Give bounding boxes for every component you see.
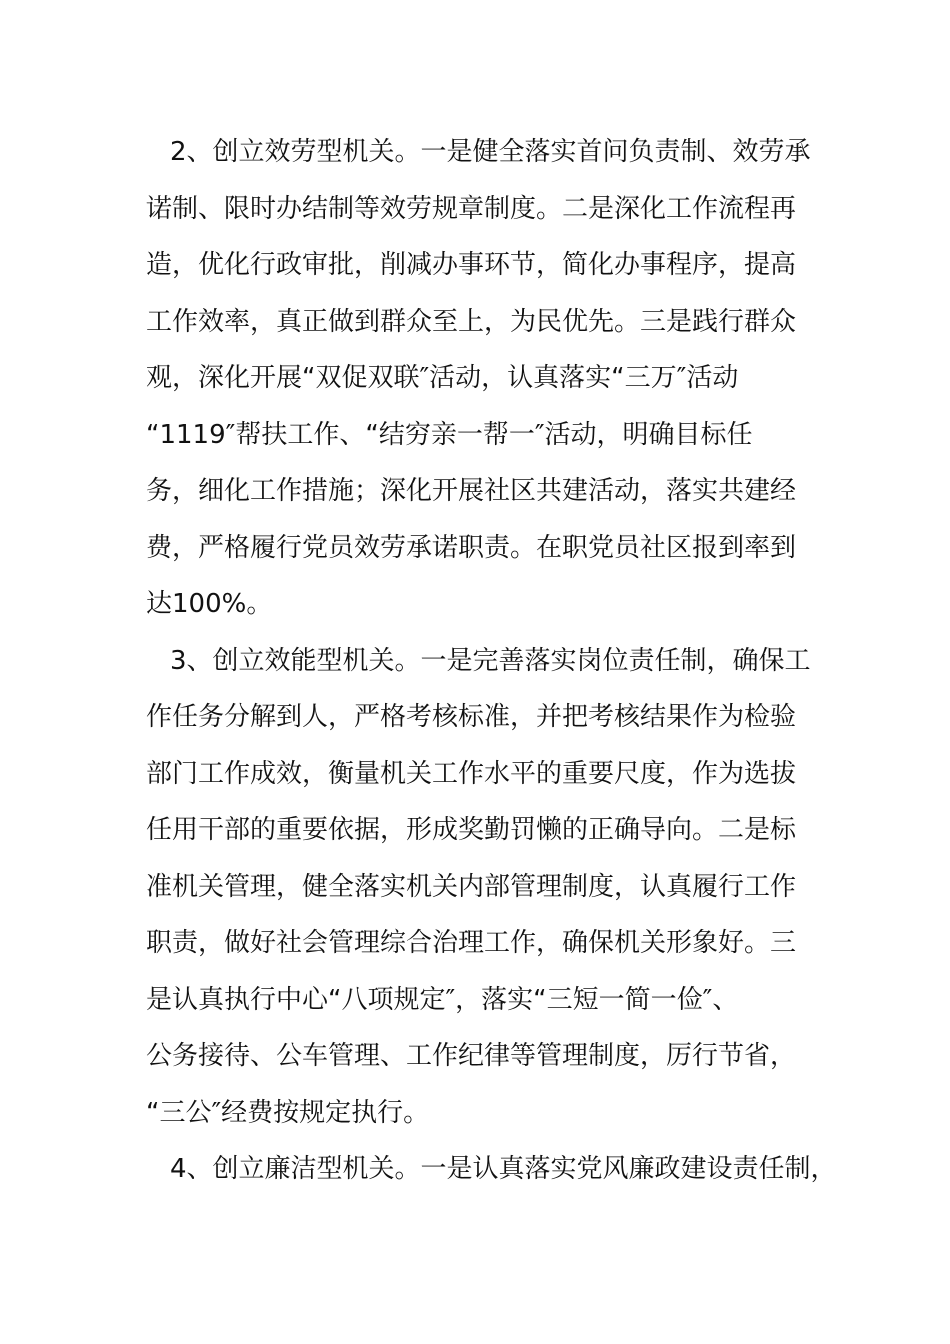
paragraph-3-line-9: “三公″经费按规定执行。: [146, 1097, 430, 1128]
paragraph-2-line-6: “1119″帮扶工作、“结穷亲一帮一″活动，明确目标任: [146, 419, 753, 450]
paragraph-2-line-8: 费，严格履行党员效劳承诺职责。在职党员社区报到率到: [146, 532, 797, 563]
paragraph-3-line-2: 作任务分解到人，严格考核标准，并把考核结果作为检验: [146, 702, 797, 732]
paragraph-3-line-3: 部门工作成效，衡量机关工作水平的重要尺度，作为选拔: [146, 758, 797, 789]
paragraph-2-line-4: 工作效率，真正做到群众至上，为民优先。三是践行群众: [146, 306, 797, 337]
paragraph-2-line-2: 诺制、限时办结制等效劳规章制度。二是深化工作流程再: [146, 193, 797, 224]
paragraph-3-line-4: 任用干部的重要依据，形成奖勤罚懒的正确导向。二是标: [146, 815, 797, 845]
paragraph-3-line-8: 公务接待、公车管理、工作纪律等管理制度，厉行节省，: [146, 1041, 797, 1071]
paragraph-2-line-3: 造，优化行政审批，削减办事环节，简化办事程序，提高: [146, 250, 797, 280]
paragraph-4-line-1: 4、创立廉洁型机关。一是认真落实党风廉政建设责任制，: [170, 1154, 837, 1184]
paragraph-3-line-6: 职责，做好社会管理综合治理工作，确保机关形象好。三: [146, 928, 797, 958]
paragraph-2-line-9: 达100%。: [146, 589, 273, 619]
document-body: [146, 124, 837, 1198]
paragraph-2-line-7: 务，细化工作措施；深化开展社区共建活动，落实共建经: [146, 476, 797, 506]
paragraph-2-line-1: 2、创立效劳型机关。一是健全落实首问负责制、效劳承: [170, 137, 811, 167]
paragraph-3-line-1: 3、创立效能型机关。一是完善落实岗位责任制，确保工: [170, 645, 811, 676]
paragraph-3-line-7: 是认真执行中心“八项规定″，落实“三短一简一俭″、: [146, 984, 739, 1015]
paragraph-2-line-5: 观，深化开展“双促双联″活动，认真落实“三万″活动: [146, 363, 739, 393]
paragraph-3-line-5: 准机关管理，健全落实机关内部管理制度，认真履行工作: [146, 871, 797, 902]
